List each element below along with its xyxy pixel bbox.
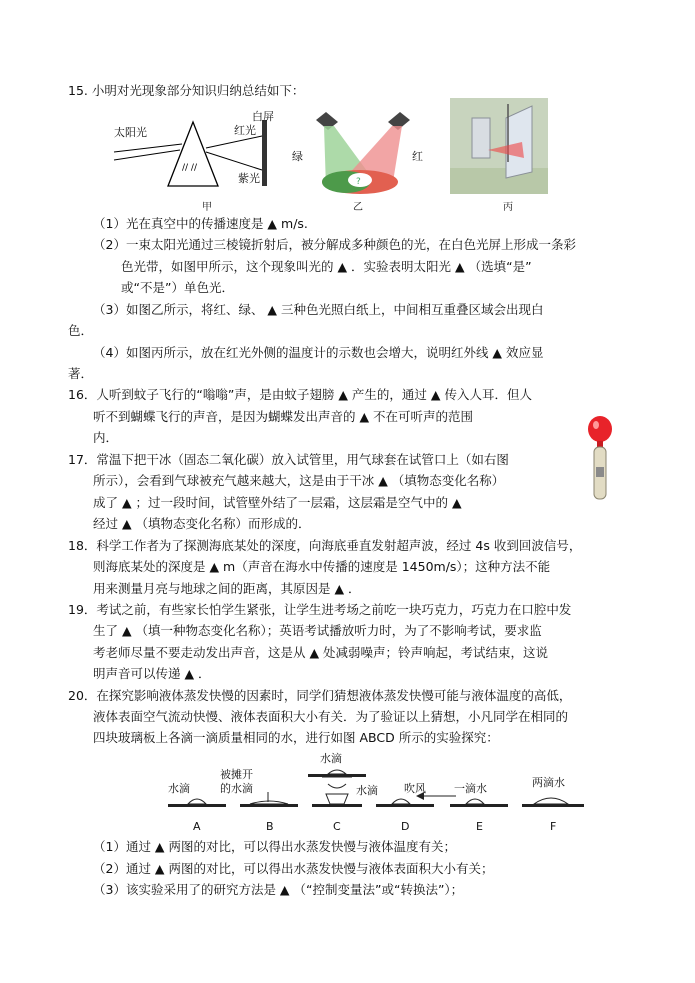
prism-photo [472,118,490,158]
q19-line2: 生了 ▲ （填一种物态变化名称）；英语考试播放听力时，为了不影响考试，要求监 [93,623,542,638]
water-drop-d [392,799,410,804]
label-d: 水滴 [356,784,378,797]
caption-yi: 乙 [353,202,363,213]
table-surface [450,168,548,194]
prism-shape [168,122,218,186]
q15-part2-line2: 色光带，如图甲所示，这个现象叫光的 ▲ ．实验表明太阳光 ▲ （选填“是” [121,259,532,274]
caption-jia: 甲 [202,202,212,213]
evaporation-figure [160,748,600,838]
violet-light-label: 紫光 [238,172,260,185]
q15-title: 15. 小明对光现象部分知识归纳总结如下： [68,83,305,98]
color-light-svg [292,108,422,200]
letter-c: C [333,820,341,833]
letter-b: B [266,820,274,833]
q17-line4: 经过 ▲ （填物态变化名称）而形成的． [93,516,311,531]
red-light-label: 红光 [234,124,256,137]
label-f: 两滴水 [532,776,565,789]
label-b-2: 的水滴 [220,782,253,795]
label-wind: 吹风 [404,782,426,795]
violet-ray [206,152,262,170]
thermometer-svg [450,98,548,194]
letter-f: F [550,820,557,833]
q16-line2: 听不到蝴蝶飞行的声音，是因为蝴蝶发出声音的 ▲ 不在可听声的范围 [93,409,474,424]
q15-part1: （1）光在真空中的传播速度是 ▲ m/s. [93,216,308,231]
balloon-neck [597,441,603,447]
q18-line2: 则海底某处的深度是 ▲ m（声音在海水中传播的速度是 1450m/s）；这种方法不能 [93,559,551,574]
label-e: 一滴水 [454,782,487,795]
water-drop-b [250,801,288,804]
sunlight-label: 太阳光 [114,126,147,139]
sunlight-beam-bottom [114,150,180,160]
letter-e: E [476,820,483,833]
q19-line3: 考老师尽量不要走动发出声音，这是从 ▲ 处减弱噪声；铃声响起，考试结束，这说 [93,645,549,660]
q18-line1: 18．科学工作者为了探测海底某处的深度，向海底垂直发射超声波，经过 4s 收到回波信号， [68,538,582,553]
q20-line3: 四块玻璃板上各滴一滴质量相同的水，进行如图 ABCD 所示的实验探究： [93,730,499,745]
balloon-tube-svg [582,415,618,503]
prism-mark: // // [182,163,197,173]
water-drop-a [188,799,206,804]
q15-part3-line1: （3）如图乙所示，将红、绿、 ▲ 三种色光照白纸上，中间相互重叠区域会出现白 [93,302,544,317]
q17-line2: 所示），会看到气球被充气越来越大，这是由于干冰 ▲ （填物态变化名称） [93,473,505,488]
water-drop-c [328,770,346,774]
letter-a: A [193,820,201,833]
label-b-1: 被摊开 [220,768,253,781]
q15-part4-line1: （4）如图丙所示，放在红光外侧的温度计的示数也会增大，说明红外线 ▲ 效应显 [93,345,544,360]
water-drop-e [466,799,484,804]
q15-part2-line1: （2）一束太阳光通过三棱镜折射后，被分解成多种颜色的光，在白色光屏上形成一条彩 [93,237,576,252]
balloon-highlight [593,421,599,429]
letter-d: D [401,820,410,833]
color-light-figure [292,108,422,200]
q18-line3: 用来测量月亮与地球之间的距离，其原因是 ▲ ． [93,581,361,596]
q19-line1: 19．考试之前，有些家长怕学生紧张，让学生进考场之前吃一块巧克力，巧克力在口腔中发 [68,602,572,617]
balloon-tube-figure [582,415,618,503]
dry-ice-icon [596,467,604,477]
alcohol-lamp-icon [326,794,348,804]
screen-label: 白屏 [252,110,274,123]
green-label: 绿 [292,150,303,163]
screen-photo [506,106,532,178]
lamp-base-c [312,804,362,807]
q16-line3: 内． [93,430,119,445]
q19-line4: 明声音可以传递 ▲ ． [93,666,211,681]
q17-line1: 17．常温下把干冰（固态二氧化碳）放入试管里，用气球套在试管口上（如右图 [68,452,509,467]
balloon-icon [588,416,612,442]
q20-line2: 液体表面空气流动快慢、液体表面积大小有关．为了验证以上猜想，小凡同学在相同的 [93,709,569,724]
q20-part1: （1）通过 ▲ 两图的对比，可以得出水蒸发快慢与液体温度有关； [93,839,457,854]
red-label: 红 [412,150,423,163]
q20-part3: （3）该实验采用了的研究方法是 ▲ （“控制变量法”或“转换法”）； [93,882,464,897]
prism-figure [110,108,280,208]
q20-part2: （2）通过 ▲ 两图的对比，可以得出水蒸发快慢与液体表面积大小有关； [93,861,494,876]
white-screen [262,120,267,186]
overlap-mark: ? [356,177,361,187]
flame-icon [328,784,346,788]
water-drop-f [534,798,568,804]
q20-line1: 20．在探究影响液体蒸发快慢的因素时，同学们猜想液体蒸发快慢可能与液体温度的高低， [68,688,572,703]
label-a: 水滴 [168,782,190,795]
q15-part3-line2: 色． [68,323,94,338]
caption-bing: 丙 [503,202,513,213]
label-c: 水滴 [320,752,342,765]
q15-part4-line2: 著． [68,366,94,381]
q15-part2-line3: 或“不是”）单色光． [121,280,234,295]
q16-line1: 16．人听到蚊子飞行的“嗡嗡”声，是由蚊子翅膀 ▲ 产生的，通过 ▲ 传入人耳．但人 [68,387,532,402]
q17-line3: 成了 ▲ ；过一段时间，试管壁外结了一层霜，这层霜是空气中的 ▲ [93,495,462,510]
thermometer-photo [450,98,548,194]
